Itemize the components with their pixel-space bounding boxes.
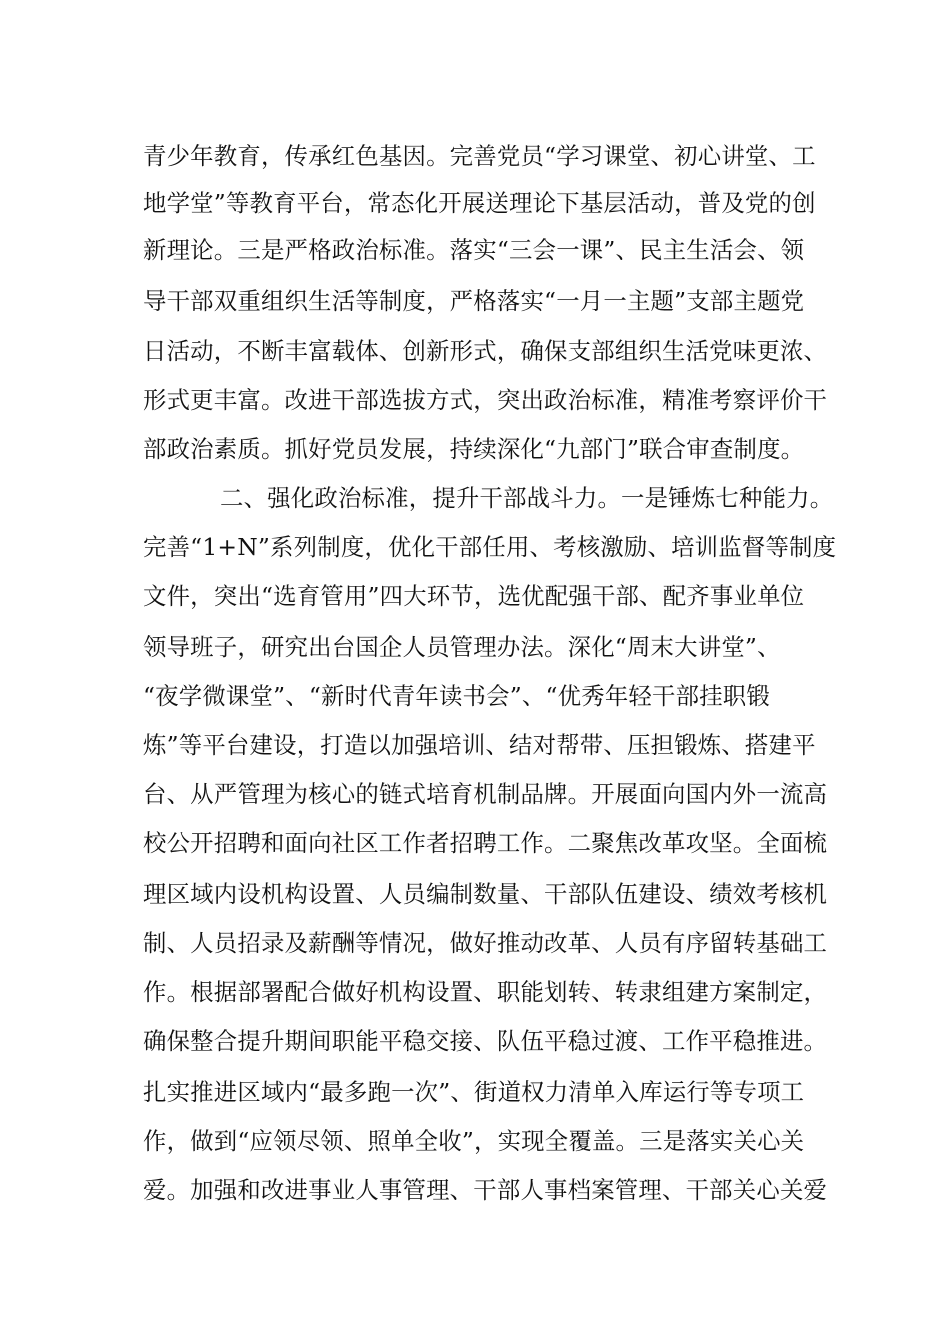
text-line: 青少年教育，传承红色基因。完善党员“学习课堂、初心讲堂、工: [143, 142, 816, 170]
text-line: 部政治素质。抓好党员发展，持续深化“九部门”联合审查制度。: [143, 435, 805, 463]
text-line: 地学堂”等教育平台，常态化开展送理论下基层活动，普及党的创: [143, 189, 816, 217]
text-line: “夜学微课堂”、“新时代青年读书会”、“优秀年轻干部挂职锻: [143, 682, 770, 710]
text-line: 爱。加强和改进事业人事管理、干部人事档案管理、干部关心关爱: [143, 1176, 828, 1204]
text-line: 确保整合提升期间职能平稳交接、队伍平稳过渡、工作平稳推进。: [143, 1027, 828, 1055]
text-line: 作。根据部署配合做好机构设置、职能划转、转隶组建方案制定，: [143, 978, 828, 1006]
text-line: 日活动，不断丰富载体、创新形式，确保支部组织生活党味更浓、: [143, 337, 828, 365]
text-line: 导干部双重组织生活等制度，严格落实“一月一主题”支部主题党: [143, 287, 805, 315]
text-line: 校公开招聘和面向社区工作者招聘工作。二聚焦改革攻坚。全面梳: [143, 829, 828, 857]
text-line: 理区域内设机构设置、人员编制数量、干部队伍建设、绩效考核机: [143, 880, 828, 908]
text-line: 文件，突出“选育管用”四大环节，选优配强干部、配齐事业单位: [143, 582, 805, 610]
text-line: 台、从严管理为核心的链式培育机制品牌。开展面向国内外一流高: [143, 780, 828, 808]
text-line: 领导班子，研究出台国企人员管理办法。深化“周末大讲堂”、: [143, 633, 781, 661]
text-line: 制、人员招录及薪酬等情况，做好推动改革、人员有序留转基础工: [143, 929, 828, 957]
text-line: 新理论。三是严格政治标准。落实“三会一课”、民主生活会、领: [143, 236, 805, 264]
text-line: 完善“1+N”系列制度，优化干部任用、考核激励、培训监督等制度: [143, 533, 837, 561]
text-line: 形式更丰富。改进干部选拔方式，突出政治标准，精准考察评价干: [143, 386, 828, 414]
text-line: 作，做到“应领尽领、照单全收”，实现全覆盖。三是落实关心关: [143, 1127, 805, 1155]
section-heading-line: 二、强化政治标准，提升干部战斗力。一是锤炼七种能力。: [220, 484, 834, 512]
text-line: 炼”等平台建设，打造以加强培训、结对帮带、压担锻炼、搭建平: [143, 731, 816, 759]
text-line: 扎实推进区域内“最多跑一次”、街道权力清单入库运行等专项工: [143, 1078, 805, 1106]
